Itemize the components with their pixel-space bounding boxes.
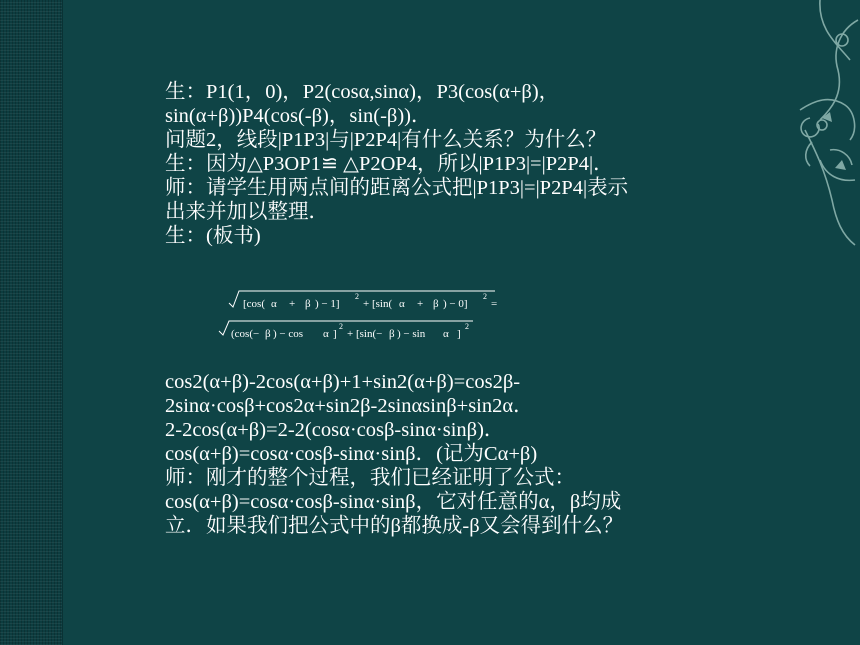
formula-text: 2: [355, 292, 359, 301]
formula-text: ) − 1]: [315, 298, 340, 310]
text-line: 生：(板书): [165, 225, 261, 247]
formula-text: β: [305, 298, 311, 310]
text-line: 生：P1(1，0)，P2(cosα,sinα)，P3(cos(α+β)，: [165, 81, 560, 103]
formula-text: α: [443, 328, 449, 340]
slide-body-top: [165, 80, 725, 248]
formula-bracket: ]: [333, 328, 337, 340]
formula-text: + [sin(−: [347, 328, 383, 340]
formula-text: =: [491, 298, 498, 310]
formula-text: [cos(: [243, 298, 265, 310]
formula-text: (cos(−: [231, 328, 260, 340]
text-line: cos(α+β)=cosα·cosβ-sinα·sinβ．(记为Cα+β): [165, 443, 538, 465]
text-line: 2-2cos(α+β)=2-2(cosα·cosβ-sinα·sinβ)．: [165, 419, 505, 441]
text-line: 2sinα·cosβ+cos2α+sin2β-2sinαsinβ+sin2α．: [165, 395, 534, 417]
text-line: 师：刚才的整个过程，我们已经证明了公式：: [165, 467, 575, 489]
text-line: 生：因为△P3OP1≌ △P2OP4，所以|P1P3|=|P2P4|．: [165, 153, 614, 175]
text-line: 问题2，线段|P1P3|与|P2P4|有什么关系？为什么？: [165, 129, 607, 151]
text-line: 立．如果我们把公式中的β都换成-β又会得到什么？: [165, 515, 624, 537]
formula-text: β: [433, 298, 439, 310]
formula-text: ) − 0]: [443, 298, 468, 310]
floral-ornament-icon: [760, 0, 860, 250]
distance-formula-image: [215, 287, 505, 349]
formula-text: α: [323, 328, 329, 340]
formula-text: ) − sin: [397, 328, 426, 340]
text-line: 师：请学生用两点间的距离公式把|P1P3|=|P2P4|表示: [165, 177, 629, 199]
slide-body-bottom: [165, 370, 623, 538]
text-line: cos(α+β)=cosα·cosβ-sinα·sinβ，它对任意的α，β均成: [165, 491, 622, 513]
formula-text: 2: [483, 292, 487, 301]
formula-text: α: [271, 298, 277, 310]
text-line: sin(α+β))P4(cos(-β)，sin(-β))．: [165, 105, 432, 127]
formula-text: β: [265, 328, 271, 340]
formula-text: β: [389, 328, 395, 340]
formula-text: +: [417, 298, 424, 310]
text-line: cos2(α+β)-2cos(α+β)+1+sin2(α+β)=cos2β-: [165, 371, 521, 393]
formula-text: 2: [339, 322, 343, 331]
decorative-left-strip: [0, 0, 63, 645]
formula-bracket: ]: [457, 328, 461, 340]
formula-text: α: [399, 298, 405, 310]
formula-text: 2: [465, 322, 469, 331]
formula-text: + [sin(: [363, 298, 393, 310]
formula-text: +: [289, 298, 296, 310]
formula-text: ) − cos: [273, 328, 304, 340]
text-line: 出来并加以整理．: [165, 201, 329, 223]
